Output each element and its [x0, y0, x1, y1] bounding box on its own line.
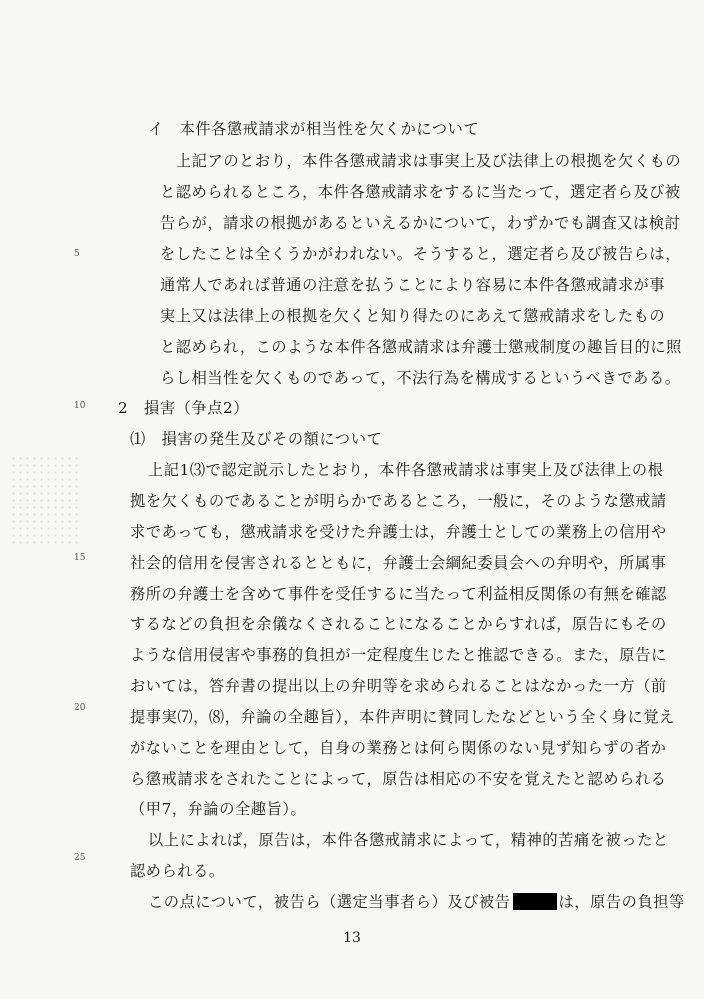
text-line: ら懲戒請求をされたことによって，原告は相応の不安を覚えたと認められる [130, 770, 667, 788]
text-line: 務所の弁護士を含めて事件を受任するに当たって利益相反関係の有無を確認 [130, 585, 667, 603]
heading-1-1: ⑴ 損害の発生及びその額について [130, 430, 383, 448]
text-line: と認められるところ，本件各懲戒請求をするに当たって，選定者ら及び被 [160, 183, 681, 201]
line-number-25: 25 [74, 853, 86, 863]
text-line: おいては，答弁書の提出以上の弁明等を求められることはなかった一方（前 [130, 677, 667, 695]
heading-i: イ 本件各懲戒請求が相当性を欠くかについて [148, 120, 480, 138]
text-line: 提事実⑺，⑻，弁論の全趣旨），本件声明に賛同したなどという全く身に覚え [130, 708, 675, 726]
text-line-redacted [148, 892, 685, 912]
text-line: をしたことは全くうかがわれない。そうすると，選定者ら及び被告らは， [160, 245, 681, 263]
text-line: （甲7，弁論の全趣旨）。 [130, 800, 307, 818]
text-line: がないことを理由として，自身の業務とは何ら関係のない見ず知らずの者か [130, 739, 667, 757]
scan-artifact [10, 455, 80, 545]
text-line: 上記1⑶で認定説示したとおり，本件各懲戒請求は事実上及び法律上の根 [148, 461, 664, 479]
line-number-10: 10 [74, 401, 86, 411]
text-line: 実上又は法律上の根拠を欠くと知り得たのにあえて懲戒請求をしたもの [160, 307, 666, 325]
text-line: 社会的信用を侵害されるとともに，弁護士会綱紀委員会への弁明や，所属事 [130, 554, 667, 572]
text-line: 以上によれば，原告は，本件各懲戒請求によって，精神的苦痛を被ったと [148, 831, 669, 849]
text-line: 通常人であれば普通の注意を払うことにより容易に本件各懲戒請求が事 [160, 276, 666, 294]
text-line: 求であっても，懲戒請求を受けた弁護士は，弁護士としての業務上の信用や [130, 523, 667, 541]
text-line: 認められる。 [130, 862, 225, 880]
heading-2: 2 損害（争点2） [118, 399, 250, 417]
text-line: と認められ，このような本件各懲戒請求は弁護士懲戒制度の趣旨目的に照 [160, 338, 682, 356]
line-number-15: 15 [74, 553, 86, 563]
text-segment: は，原告の負担等 [558, 893, 685, 911]
text-line: ような信用侵害や事務的負担が一定程度生じたと推認できる。また，原告に [130, 646, 667, 664]
text-line: するなどの負担を余儀なくされることになることからすれば，原告にもその [130, 615, 667, 633]
page-number: 13 [343, 930, 361, 946]
text-line: らし相当性を欠くものであって，不法行為を構成するというべきである。 [160, 369, 681, 387]
line-number-20: 20 [74, 703, 86, 713]
text-line: 上記アのとおり，本件各懲戒請求は事実上及び法律上の根拠を欠くもの [176, 152, 682, 170]
redaction-block [513, 893, 557, 910]
text-segment: この点について，被告ら（選定当事者ら）及び被告 [148, 893, 511, 911]
line-number-5: 5 [74, 249, 80, 259]
text-line: 告らが，請求の根拠があるといえるかについて，わずかでも調査又は検討 [160, 214, 681, 232]
text-line: 拠を欠くものであることが明らかであるところ，一般に，そのような懲戒請 [130, 492, 667, 510]
